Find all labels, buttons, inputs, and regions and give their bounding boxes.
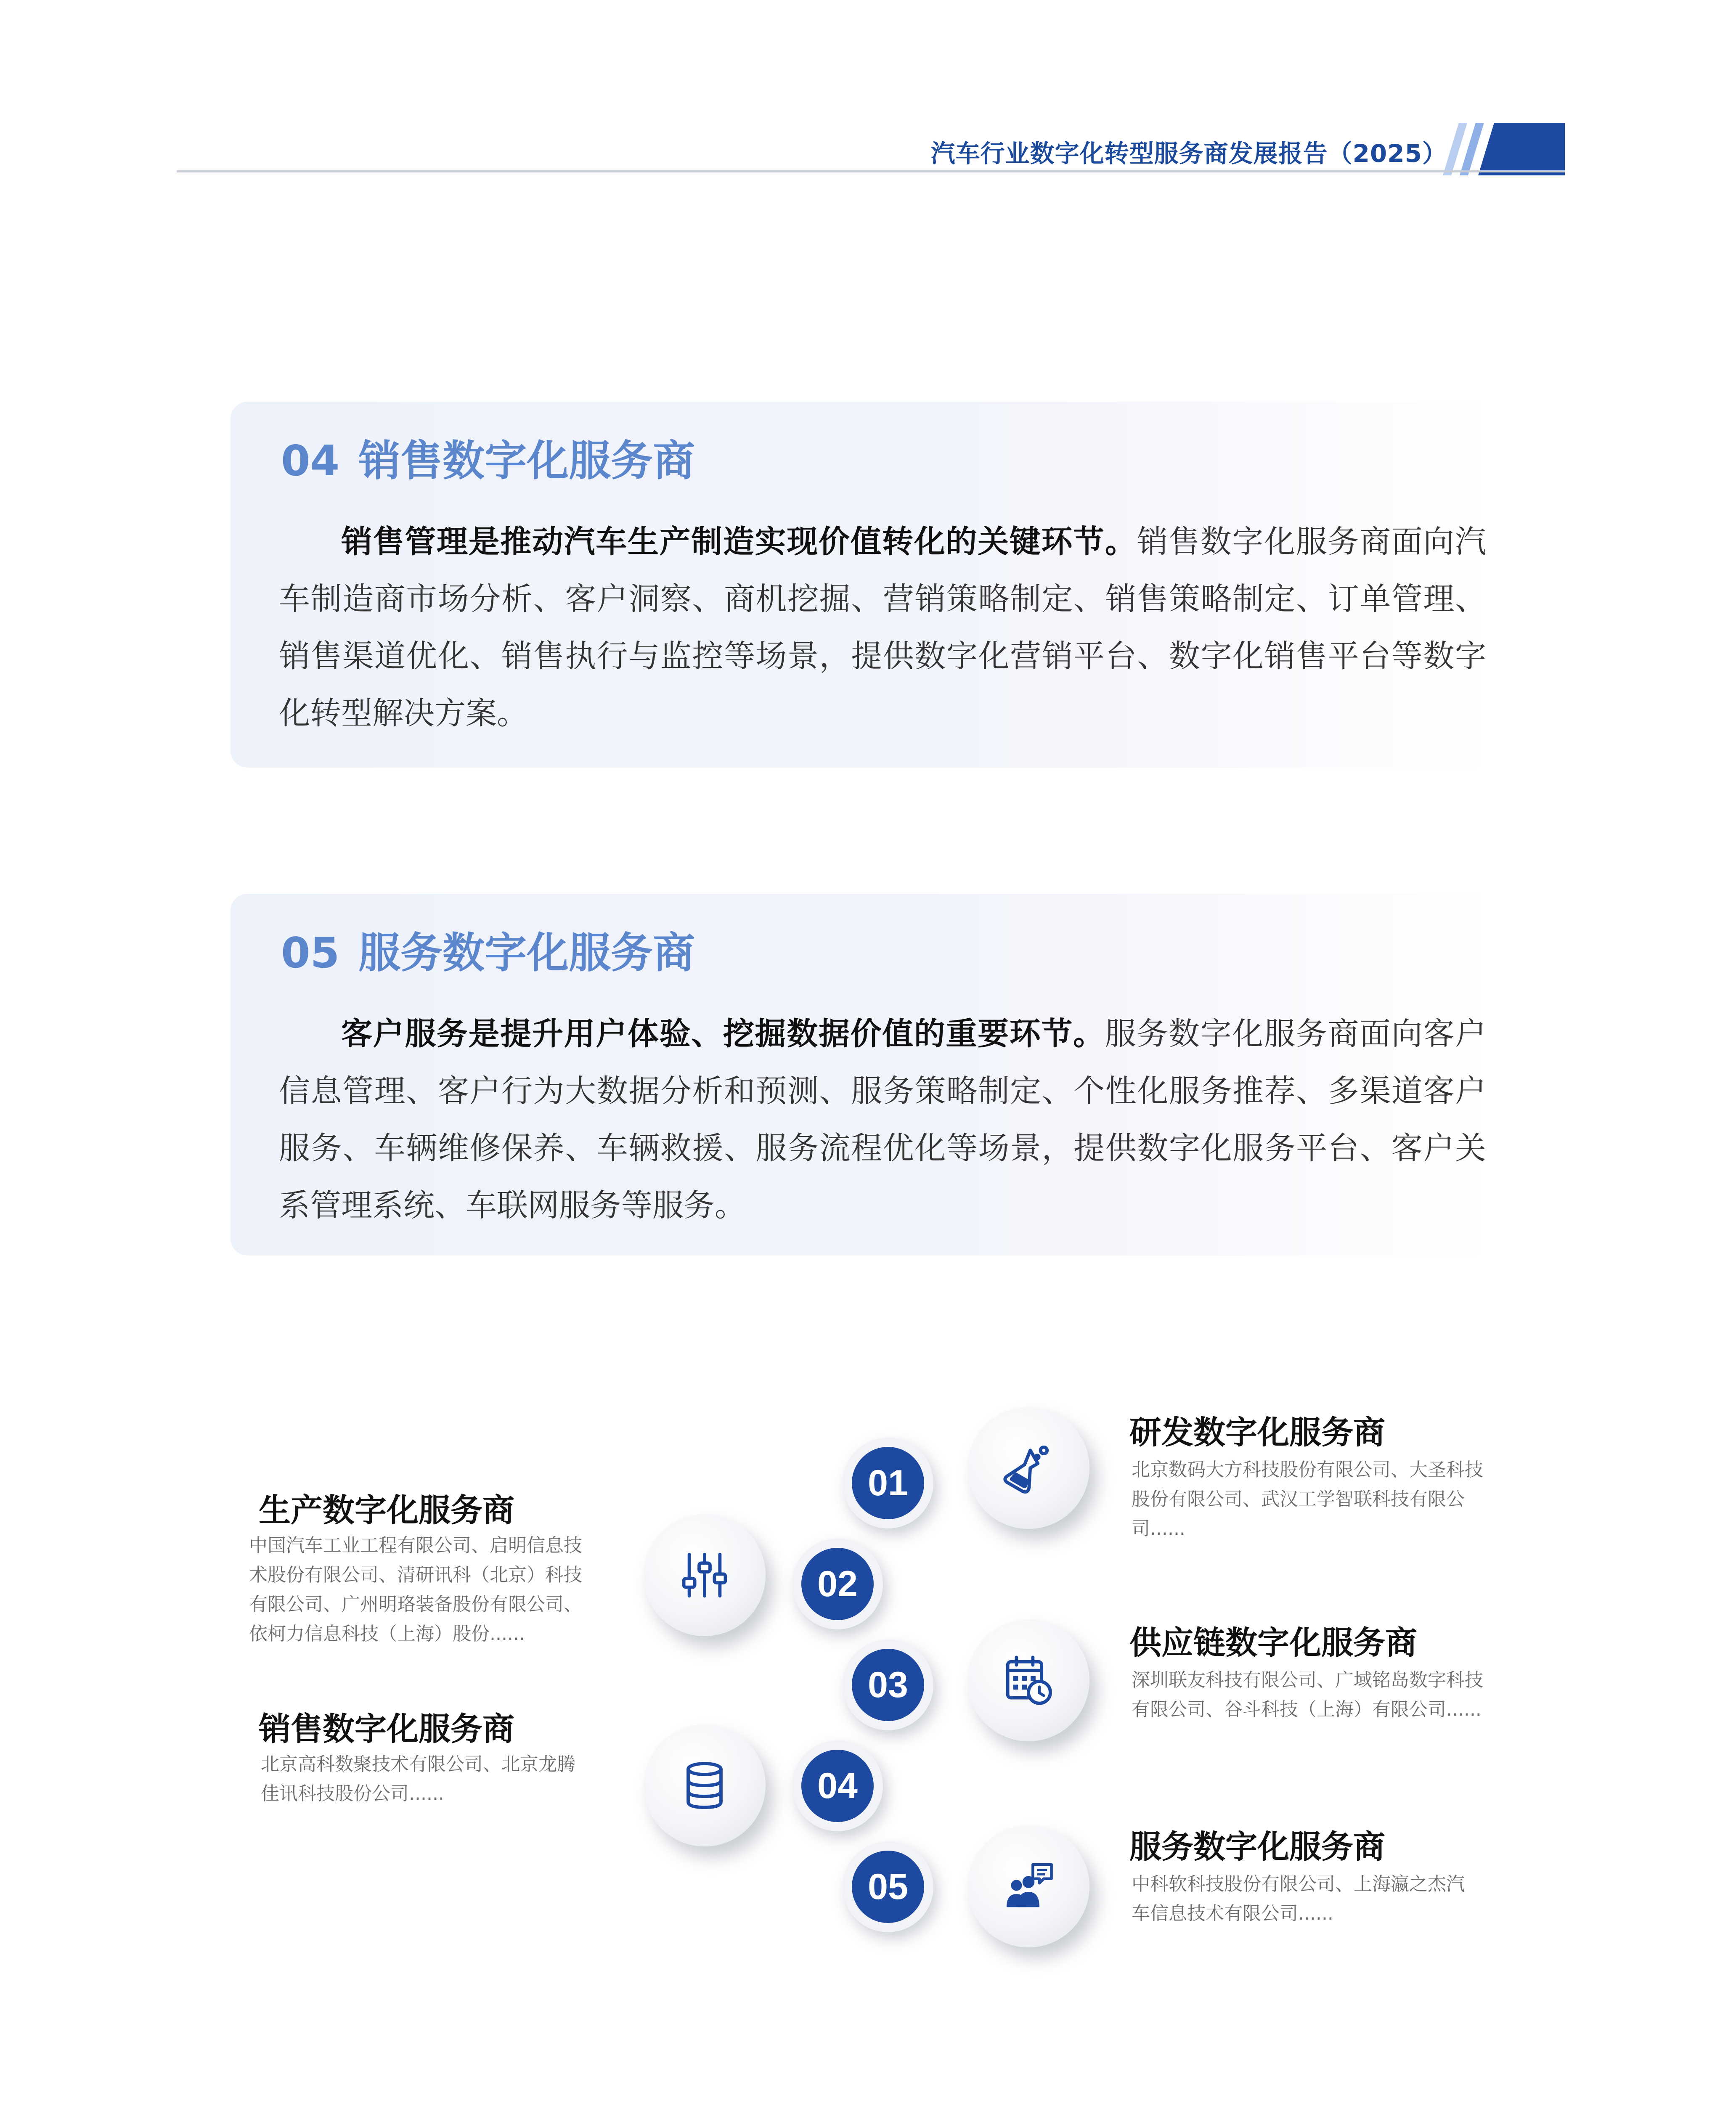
section-paragraph — [279, 513, 1486, 742]
step-01-number: 01 — [852, 1447, 924, 1519]
section-paragraph — [279, 1005, 1486, 1234]
section-lead-sentence: 销售管理是推动汽车生产制造实现价值转化的关键环节。 — [341, 524, 1137, 560]
flask-icon — [1001, 1441, 1056, 1495]
step-04-description: 北京高科数聚技术有限公司、北京龙腾佳讯科技股份公司...... — [261, 1753, 575, 1804]
step-02-icon-circle — [644, 1514, 766, 1636]
step-02-description: 中国汽车工业工程有限公司、启明信息技术股份有限公司、清研讯科（北京）科技有限公司、广州明珞装备股份有限公司、依柯力信息科技（上海）股份...... — [249, 1535, 582, 1645]
step-04-title: 销售数字化服务商 — [259, 1710, 514, 1748]
calendar-clock-icon — [1001, 1653, 1056, 1708]
step-01-title: 研发数字化服务商 — [1129, 1414, 1385, 1451]
report-title: 汽车行业数字化转型服务商发展报告（2025） — [930, 139, 1447, 168]
section-body-text: 销售数字化服务商面向汽车制造商市场分析、客户洞察、商机挖掘、营销策略制定、销售策略制定、订单管理、销售渠道优化、销售执行与监控等场景，提供数字化营销平台、数字化销售平台等数字化转型解决方案。 — [279, 524, 1487, 731]
step-02-number: 02 — [801, 1548, 874, 1620]
step-05-description: 中科软科技股份有限公司、上海瀛之杰汽车信息技术有限公司...... — [1132, 1873, 1465, 1924]
step-05-number: 05 — [852, 1851, 924, 1923]
section-heading — [281, 427, 695, 487]
section-lead-sentence: 客户服务是提升用户体验、挖掘数据价值的重要环节。 — [341, 1016, 1105, 1052]
step-02-title: 生产数字化服务商 — [259, 1491, 514, 1529]
step-01-icon-circle — [967, 1407, 1089, 1529]
step-04-icon-circle — [644, 1724, 766, 1846]
step-05-title: 服务数字化服务商 — [1129, 1828, 1385, 1865]
step-04-number: 04 — [801, 1750, 874, 1822]
step-03-title: 供应链数字化服务商 — [1129, 1624, 1417, 1661]
step-03-number: 03 — [852, 1649, 924, 1721]
step-01-description: 北京数码大方科技股份有限公司、大圣科技股份有限公司、武汉工学智联科技有限公司...... — [1132, 1459, 1483, 1539]
section-card-service — [231, 894, 1492, 1255]
section-title: 销售数字化服务商 — [358, 436, 695, 485]
customer-service-icon — [1001, 1859, 1056, 1914]
step-03-icon-circle — [967, 1619, 1089, 1741]
section-number: 04 — [281, 436, 340, 485]
section-title: 服务数字化服务商 — [358, 928, 695, 977]
section-heading — [281, 919, 695, 980]
step-05-icon-circle — [967, 1825, 1089, 1947]
section-body-text: 服务数字化服务商面向客户信息管理、客户行为大数据分析和预测、服务策略制定、个性化服务推荐、多渠道客户服务、车辆维修保养、车辆救援、服务流程优化等场景，提供数字化服务平台、客户关系管理系统、车联网服务等服务。 — [279, 1016, 1487, 1224]
sliders-icon — [677, 1548, 732, 1602]
section-card-sales — [231, 402, 1492, 768]
header-divider — [177, 170, 1565, 172]
database-icon — [677, 1758, 732, 1813]
header-stripes-decoration — [1443, 123, 1569, 175]
step-03-description: 深圳联友科技有限公司、广域铭岛数字科技有限公司、谷斗科技（上海）有限公司...... — [1132, 1669, 1483, 1720]
section-number: 05 — [281, 928, 340, 977]
